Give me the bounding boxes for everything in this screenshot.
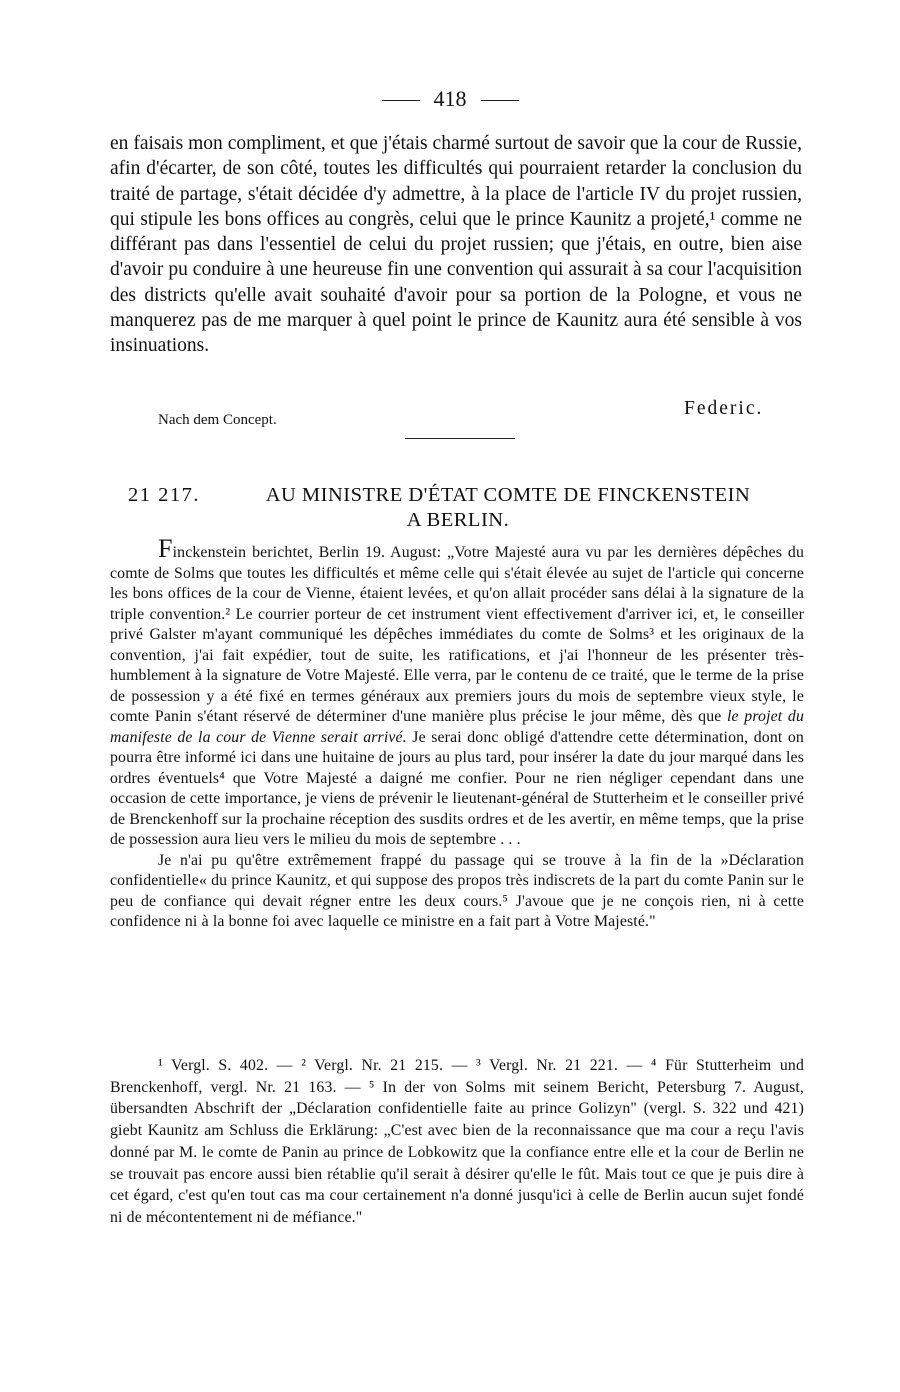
- heading-line-1: AU MINISTRE D'ÉTAT COMTE DE FINCKENSTEIN: [265, 484, 751, 506]
- footnotes: [110, 1055, 804, 1229]
- page-header: [0, 86, 900, 112]
- report-paragraph-1-end: Je serai donc obligé d'attendre cette détermination, dont on pourra être informé ici dans une huitaine de jours au plus tard, pour insérer la date du jour marqué dans les ordres éventuels⁴ que Votre Majesté a daigné me confier. Pour ne rien négliger cependant dans une occasion de cette importance, je viens de prévenir le lieutenant-général de Stutterheim et le conseiller privé de Brenckenhoff sur la prochaine réception des susdits ordres et de les avertir, en même temps, que la prise de possession aura lieu vers le milieu du mois de septembre . . .: [110, 728, 804, 848]
- report-paragraph-2: Je n'ai pu qu'être extrêmement frappé du passage qui se trouve à la fin de la »Déclaration confidentielle« du prince Kaunitz, et qui suppose des propos très indiscrets de la part du comte Panin sur le peu de confiance qui devait régner entre les deux cours.⁵ J'avoue que je ne conçois rien, ni à cette confidence ni à la bonne foi avec laquelle ce ministre en a fait part à Votre Majesté.": [110, 851, 804, 930]
- header-rule-right: [481, 100, 519, 101]
- report-paragraph-1-italic: le projet du manifeste de la cour de Vienne serait arrivé.: [110, 708, 804, 746]
- heading-line-2: A BERLIN.: [406, 509, 510, 531]
- footnotes-text: ¹ Vergl. S. 402. — ² Vergl. Nr. 21 215. — ³ Vergl. Nr. 21 221. — ⁴ Für Stutterheim und Brenckenhoff, vergl. Nr. 21 163. — ⁵ In der von Solms mit seinem Bericht, Petersburg 7. August, übersandten Abschrift der „Déclaration confidentielle faite au prince Golizyn" (vergl. S. 322 und 421) giebt Kaunitz am Schluss die Erklärung: „C'est avec bien de la reconnaissance que ma cour a reçu l'avis donné par M. le comte de Panin au prince de Lobkowitz que la confiance entre elle et la cour de Berlin ne se trouvait pas encore aussi bien rétablie qu'il serait à désirer qu'elle le fût. Mais tout ce que je puis dire à cet égard, c'est qu'en tout cas ma cour certainement n'a donné jusqu'ici à celle de Berlin aucun sujet fondé ni de mécontentement ni de méfiance.": [110, 1057, 804, 1226]
- lead-text: en faisais mon compliment, et que j'étais charmé surtout de savoir que la cour de Russie, afin d'écarter, de son côté, toutes les difficultés qui pourraient retarder la conclusion du traité de partage, s'était décidée d'y admettre, à la place de l'article IV du projet russien, qui stipule les bons offices au congrès, celui que le prince Kaunitz a projeté,¹ comme ne différant pas dans l'essentiel de celui du projet russien; que j'étais, en outre, bien aise d'avoir pu conduire à une heureuse fin une convention qui assurait à sa cour l'acquisition des districts qu'elle avait souhaité d'avoir pour sa portion de la Pologne, et vous ne manquerez pas de me marquer à quel point le prince de Kaunitz aura été sensible à vos insinuations.: [110, 133, 802, 357]
- document-number: 21 217.: [128, 484, 200, 506]
- document-heading: [128, 483, 788, 533]
- section-divider: [405, 438, 515, 439]
- page-number: 418: [433, 86, 467, 111]
- report-body: [110, 534, 804, 933]
- drop-letter: F: [158, 534, 173, 563]
- report-paragraph-1: [110, 534, 804, 851]
- signature: Federic.: [684, 398, 764, 419]
- report-paragraph-1-start: inckenstein berichtet, Berlin 19. August: „Votre Majesté aura vu par les dernières dépêches du comte de Solms que toutes les difficultés et même celle qui s'était élevée au sujet de l'article qui concerne les bons offices de la cour de Vienne, étaient levées, et qu'on allait procéder sans délai à la signature de la triple convention.² Le courrier porteur de cet instrument vient effectivement d'arriver ici, et, le conseiller privé Galster m'ayant communiqué les dépêches immédiates du comte de Solms³ et les originaux de la convention, j'ai fait expédier, tout de suite, les ratifications, et j'ai l'honneur de les présenter très-humblement à la signature de Votre Majesté. Elle verra, par le contenu de ce traité, que le terme de la prise de possession y a été fixé en termes généraux aux premiers jours du mois de septembre vieux style, le comte Panin s'étant réservé de déterminer d'une manière plus précise le jour même, dès que: [110, 544, 804, 725]
- header-rule-left: [382, 100, 420, 101]
- lead-paragraph: [110, 131, 802, 359]
- source-note: Nach dem Concept.: [158, 412, 277, 428]
